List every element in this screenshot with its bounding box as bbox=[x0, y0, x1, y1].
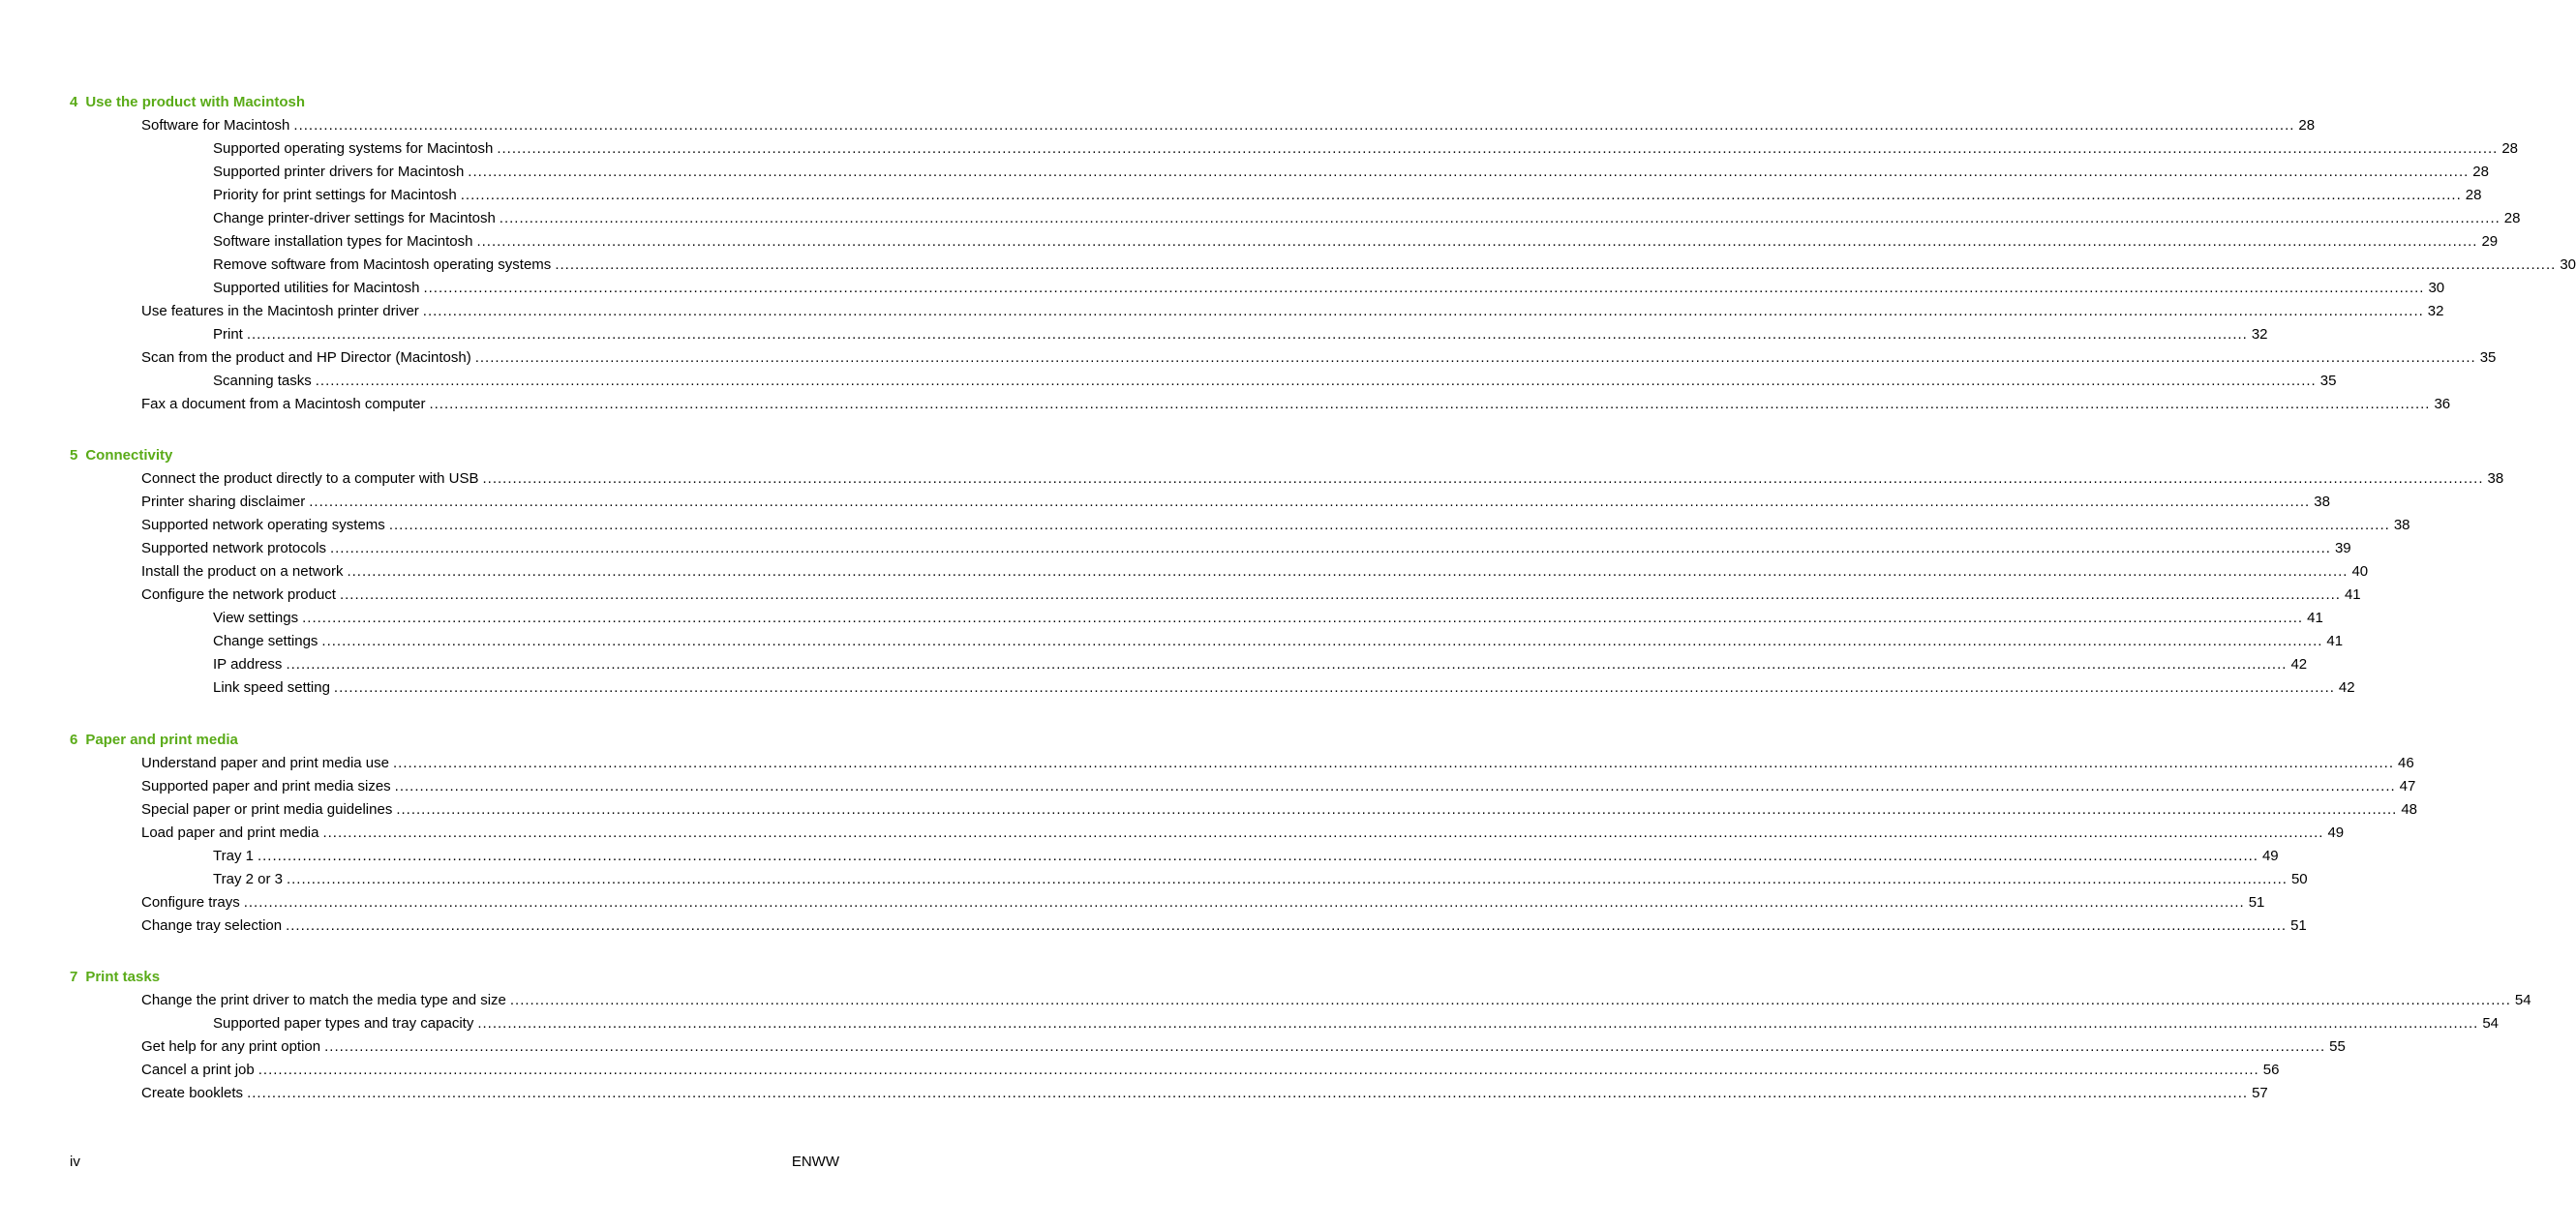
toc-entry[interactable] bbox=[70, 137, 2519, 161]
toc-entry[interactable] bbox=[70, 537, 2351, 560]
toc-entry[interactable] bbox=[70, 514, 2410, 537]
toc-entry-title: Software for Macintosh bbox=[141, 117, 290, 134]
chapter-section bbox=[70, 91, 2576, 416]
toc-entry-title: Configure the network product bbox=[141, 586, 336, 603]
dot-leader: ................................................................................................................................................................................................................................................................................................................................................................................................................ bbox=[293, 117, 2295, 134]
toc-entry-title: Supported utilities for Macintosh bbox=[213, 280, 420, 296]
toc-entry[interactable] bbox=[70, 207, 2521, 230]
toc-entry-page: 38 bbox=[2393, 517, 2410, 533]
dot-leader: ................................................................................................................................................................................................................................................................................................................................................................................................................ bbox=[339, 586, 2341, 603]
chapter-heading[interactable] bbox=[70, 966, 839, 989]
toc-entry[interactable] bbox=[70, 1012, 2500, 1035]
toc-entry-page: 32 bbox=[2251, 326, 2268, 343]
toc-entry-page: 30 bbox=[2560, 256, 2576, 273]
toc-entry-page: 51 bbox=[2290, 917, 2307, 934]
dot-leader: ................................................................................................................................................................................................................................................................................................................................................................................................................ bbox=[286, 917, 2288, 934]
toc-entry-page: 28 bbox=[2503, 210, 2521, 226]
toc-entry[interactable] bbox=[70, 230, 2499, 254]
dot-leader: ................................................................................................................................................................................................................................................................................................................................................................................................................ bbox=[321, 633, 2323, 649]
toc-entry-page: 55 bbox=[2329, 1038, 2346, 1055]
toc-entry-page: 54 bbox=[2514, 992, 2531, 1008]
chapter-title: Use the product with Macintosh bbox=[85, 94, 306, 110]
toc-entry-title: Supported paper types and tray capacity bbox=[213, 1015, 474, 1032]
toc-entry[interactable] bbox=[70, 914, 2307, 938]
toc-entry[interactable] bbox=[70, 845, 2279, 868]
toc-entry-page: 48 bbox=[2401, 801, 2418, 818]
dot-leader: ................................................................................................................................................................................................................................................................................................................................................................................................................ bbox=[468, 164, 2470, 180]
chapter-title: Print tasks bbox=[85, 969, 161, 985]
toc-entry-title: Link speed setting bbox=[213, 679, 330, 696]
toc-entry-page: 56 bbox=[2262, 1062, 2280, 1078]
toc-entry-page: 51 bbox=[2248, 894, 2265, 911]
toc-entry-title: Printer sharing disclaimer bbox=[141, 494, 306, 510]
dot-leader: ................................................................................................................................................................................................................................................................................................................................................................................................................ bbox=[246, 326, 2248, 343]
dot-leader: ................................................................................................................................................................................................................................................................................................................................................................................................................ bbox=[243, 894, 2245, 911]
toc-entry-title: Create booklets bbox=[141, 1085, 244, 1101]
toc-entry[interactable] bbox=[70, 653, 2308, 676]
toc-entry-page: 47 bbox=[2399, 778, 2416, 794]
toc-entry-title: Load paper and print media bbox=[141, 824, 319, 841]
toc-entry[interactable] bbox=[70, 1035, 2346, 1059]
toc-entry[interactable] bbox=[70, 491, 2330, 514]
toc-entry-title: Change printer-driver settings for Macintosh bbox=[213, 210, 496, 226]
dot-leader: ................................................................................................................................................................................................................................................................................................................................................................................................................ bbox=[429, 396, 2431, 412]
dot-leader: ................................................................................................................................................................................................................................................................................................................................................................................................................ bbox=[315, 373, 2317, 389]
toc-entry-title: Tray 1 bbox=[213, 848, 254, 864]
dot-leader: ................................................................................................................................................................................................................................................................................................................................................................................................................ bbox=[322, 824, 2324, 841]
toc-entry-title: Install the product on a network bbox=[141, 563, 344, 580]
toc-entry-title: Special paper or print media guidelines bbox=[141, 801, 393, 818]
toc-entry-title: Cancel a print job bbox=[141, 1062, 255, 1078]
toc-entry-title: IP address bbox=[213, 656, 283, 673]
toc-entry-page: 28 bbox=[2472, 164, 2489, 180]
dot-leader: ................................................................................................................................................................................................................................................................................................................................................................................................................ bbox=[286, 871, 2288, 887]
toc-entry[interactable] bbox=[70, 676, 2355, 700]
toc-entry-title: Supported operating systems for Macintosh bbox=[213, 140, 494, 157]
dot-leader: ................................................................................................................................................................................................................................................................................................................................................................................................................ bbox=[393, 755, 2394, 771]
toc-entry-page: 50 bbox=[2290, 871, 2308, 887]
dot-leader: ................................................................................................................................................................................................................................................................................................................................................................................................................ bbox=[482, 470, 2484, 487]
toc-entry[interactable] bbox=[70, 752, 2414, 775]
chapter-title: Connectivity bbox=[85, 447, 173, 464]
toc-entry-page: 46 bbox=[2398, 755, 2414, 771]
toc-entry-page: 42 bbox=[2338, 679, 2355, 696]
toc-entry-page: 38 bbox=[2487, 470, 2504, 487]
toc-entry-title: Scan from the product and HP Director (Macintosh) bbox=[141, 349, 471, 366]
chapter-heading[interactable] bbox=[70, 444, 839, 467]
toc-entry-title: Change tray selection bbox=[141, 917, 283, 934]
toc-entry[interactable] bbox=[70, 822, 2345, 845]
toc-entry-title: Understand paper and print media use bbox=[141, 755, 389, 771]
toc-entry-page: 28 bbox=[2465, 187, 2482, 203]
toc-entry[interactable] bbox=[70, 891, 2265, 914]
toc-entry-page: 54 bbox=[2482, 1015, 2500, 1032]
toc-entry-page: 29 bbox=[2481, 233, 2499, 250]
dot-leader: ................................................................................................................................................................................................................................................................................................................................................................................................................ bbox=[422, 303, 2424, 319]
toc-entry[interactable] bbox=[70, 277, 2445, 300]
toc-entry-title: Fax a document from a Macintosh computer bbox=[141, 396, 426, 412]
toc-entry-page: 49 bbox=[2261, 848, 2279, 864]
toc-entry[interactable] bbox=[70, 584, 2361, 607]
toc-entry-title: Supported network operating systems bbox=[141, 517, 385, 533]
toc-entry-page: 39 bbox=[2334, 540, 2351, 556]
toc-entry-title: Print bbox=[213, 326, 243, 343]
toc-entry-page: 30 bbox=[2428, 280, 2445, 296]
toc-entry-page: 49 bbox=[2327, 824, 2345, 841]
dot-leader: ................................................................................................................................................................................................................................................................................................................................................................................................................ bbox=[460, 187, 2462, 203]
chapter-number: 6 bbox=[70, 732, 78, 748]
toc-entry-page: 35 bbox=[2319, 373, 2337, 389]
dot-leader: ................................................................................................................................................................................................................................................................................................................................................................................................................ bbox=[333, 679, 2335, 696]
chapter-heading[interactable] bbox=[70, 729, 839, 752]
dot-leader: ................................................................................................................................................................................................................................................................................................................................................................................................................ bbox=[258, 1062, 2259, 1078]
dot-leader: ................................................................................................................................................................................................................................................................................................................................................................................................................ bbox=[247, 1085, 2249, 1101]
dot-leader: ................................................................................................................................................................................................................................................................................................................................................................................................................ bbox=[497, 140, 2499, 157]
toc-entry[interactable] bbox=[70, 868, 2308, 891]
toc-entry-title: Tray 2 or 3 bbox=[213, 871, 283, 887]
dot-leader: ................................................................................................................................................................................................................................................................................................................................................................................................................ bbox=[476, 233, 2478, 250]
dot-leader: ................................................................................................................................................................................................................................................................................................................................................................................................................ bbox=[329, 540, 2331, 556]
toc-entry[interactable] bbox=[70, 254, 2576, 277]
dot-leader: ................................................................................................................................................................................................................................................................................................................................................................................................................ bbox=[555, 256, 2557, 273]
toc-entry-page: 41 bbox=[2326, 633, 2344, 649]
dot-leader: ................................................................................................................................................................................................................................................................................................................................................................................................................ bbox=[302, 610, 2304, 626]
toc-entry-title: Configure trays bbox=[141, 894, 240, 911]
toc-entry[interactable] bbox=[70, 775, 2416, 798]
chapter-section bbox=[70, 729, 2418, 938]
dot-leader: ................................................................................................................................................................................................................................................................................................................................................................................................................ bbox=[474, 349, 2476, 366]
dot-leader: ................................................................................................................................................................................................................................................................................................................................................................................................................ bbox=[309, 494, 2311, 510]
toc-entry[interactable] bbox=[70, 114, 2316, 137]
toc-entry-title: Get help for any print option bbox=[141, 1038, 321, 1055]
dot-leader: ................................................................................................................................................................................................................................................................................................................................................................................................................ bbox=[324, 1038, 2326, 1055]
toc-entry[interactable] bbox=[70, 467, 2504, 491]
dot-leader: ................................................................................................................................................................................................................................................................................................................................................................................................................ bbox=[396, 801, 2398, 818]
toc-entry-title: Supported printer drivers for Macintosh bbox=[213, 164, 465, 180]
toc-entry[interactable] bbox=[70, 560, 2369, 584]
chapter-heading[interactable] bbox=[70, 91, 839, 114]
toc-entry-page: 35 bbox=[2479, 349, 2497, 366]
toc-entry-page: 42 bbox=[2290, 656, 2308, 673]
toc-entry-page: 28 bbox=[2501, 140, 2519, 157]
toc-entry-page: 38 bbox=[2314, 494, 2330, 510]
toc-entry-page: 41 bbox=[2344, 586, 2361, 603]
toc-entry-title: View settings bbox=[213, 610, 299, 626]
toc-entry-title: Remove software from Macintosh operating systems bbox=[213, 256, 552, 273]
toc-entry-page: 28 bbox=[2298, 117, 2316, 134]
dot-leader: ................................................................................................................................................................................................................................................................................................................................................................................................................ bbox=[388, 517, 2390, 533]
dot-leader: ................................................................................................................................................................................................................................................................................................................................................................................................................ bbox=[394, 778, 2396, 794]
toc-entry[interactable] bbox=[70, 184, 2482, 207]
toc-entry[interactable] bbox=[70, 798, 2418, 822]
chapter-title: Paper and print media bbox=[85, 732, 238, 748]
toc-entry[interactable] bbox=[70, 989, 2531, 1012]
footer-page-number: iv bbox=[70, 1154, 80, 1170]
toc-entry-title: Supported network protocols bbox=[141, 540, 326, 556]
toc-entry[interactable] bbox=[70, 346, 2497, 370]
toc-entry[interactable] bbox=[70, 1059, 2280, 1082]
dot-leader: ................................................................................................................................................................................................................................................................................................................................................................................................................ bbox=[499, 210, 2500, 226]
dot-leader: ................................................................................................................................................................................................................................................................................................................................................................................................................ bbox=[257, 848, 2258, 864]
toc-entry[interactable] bbox=[70, 393, 2451, 416]
toc-entry-title: Use features in the Macintosh printer driver bbox=[141, 303, 419, 319]
footer-code: ENWW bbox=[791, 1154, 839, 1170]
chapter-number: 4 bbox=[70, 94, 78, 110]
toc-entry-page: 40 bbox=[2351, 563, 2369, 580]
toc-entry-title: Priority for print settings for Macintosh bbox=[213, 187, 457, 203]
dot-leader: ................................................................................................................................................................................................................................................................................................................................................................................................................ bbox=[509, 992, 2511, 1008]
chapter-number: 5 bbox=[70, 447, 78, 464]
dot-leader: ................................................................................................................................................................................................................................................................................................................................................................................................................ bbox=[477, 1015, 2479, 1032]
toc-entry[interactable] bbox=[70, 161, 2489, 184]
toc-entry-title: Connect the product directly to a computer with USB bbox=[141, 470, 479, 487]
toc-entry-title: Supported paper and print media sizes bbox=[141, 778, 391, 794]
toc-entry[interactable] bbox=[70, 630, 2344, 653]
toc-entry-title: Scanning tasks bbox=[213, 373, 312, 389]
toc-entry-page: 57 bbox=[2252, 1085, 2268, 1101]
toc-entry-title: Change the print driver to match the media type and size bbox=[141, 992, 506, 1008]
toc-entry-title: Change settings bbox=[213, 633, 318, 649]
toc-entry[interactable] bbox=[70, 323, 2268, 346]
toc-entry-page: 36 bbox=[2434, 396, 2451, 412]
dot-leader: ................................................................................................................................................................................................................................................................................................................................................................................................................ bbox=[347, 563, 2349, 580]
dot-leader: ................................................................................................................................................................................................................................................................................................................................................................................................................ bbox=[286, 656, 2288, 673]
toc-entry-page: 32 bbox=[2427, 303, 2444, 319]
toc-entry[interactable] bbox=[70, 300, 2444, 323]
dot-leader: ................................................................................................................................................................................................................................................................................................................................................................................................................ bbox=[423, 280, 2425, 296]
toc-entry[interactable] bbox=[70, 370, 2337, 393]
toc-entry[interactable] bbox=[70, 607, 2323, 630]
chapter-section bbox=[70, 966, 2531, 1105]
chapter-section bbox=[70, 444, 2504, 700]
chapter-number: 7 bbox=[70, 969, 78, 985]
toc-entry[interactable] bbox=[70, 1082, 2268, 1105]
toc-entry-title: Software installation types for Macintosh bbox=[213, 233, 473, 250]
toc-entry-page: 41 bbox=[2307, 610, 2323, 626]
